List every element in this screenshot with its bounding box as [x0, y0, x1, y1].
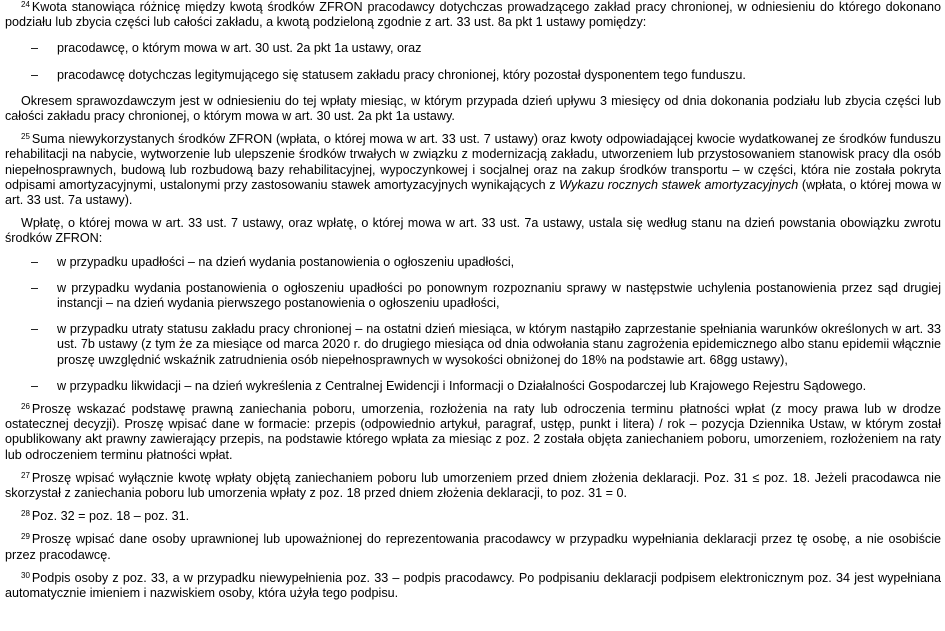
dash-bullet: –: [31, 322, 39, 337]
footnote-text-end: (wpłata, o której mowa w art. 33 ust. 7a ustawy).: [5, 177, 941, 208]
footnote-number: 24: [21, 0, 30, 9]
footnote-26: [5, 402, 941, 463]
list-item: [5, 68, 941, 83]
footnote-number: 29: [21, 532, 30, 542]
list-item-text: w przypadku likwidacji – na dzień wykreślenia z Centralnej Ewidencji i Informacji o Działalności Gospodarczej lub Krajowego Rejestru Sądowego.: [57, 378, 867, 393]
list-item-text: pracodawcę, o którym mowa w art. 30 ust. 2a pkt 1a ustawy, oraz: [57, 41, 422, 56]
list-item: [5, 281, 941, 311]
dash-bullet: –: [31, 378, 39, 393]
footnote-paragraph: Okresem sprawozdawczym jest w odniesieniu do tej wpłaty miesiąc, w którym przypada dzień upływu 3 miesięcy od dnia dokonania podziału lub zbycia części lub całości zakładu pracy chronionej, o którym mowa w art. 30 ust. 2a pkt 1a ustawy.: [5, 93, 941, 124]
dash-bullet: –: [31, 67, 39, 82]
list-item: [5, 322, 941, 368]
footnote-27: [5, 471, 941, 501]
footnote-29: [5, 532, 941, 562]
list-item-text: w przypadku upadłości – na dzień wydania postanowienia o ogłoszeniu upadłości,: [57, 254, 515, 269]
dash-bullet: –: [31, 254, 39, 269]
footnote-24: [5, 0, 941, 30]
footnote-number: 26: [21, 402, 30, 412]
list-item-text: pracodawcę dotychczas legitymującego się statusem zakładu pracy chronionej, który pozostał dysponentem tego funduszu.: [57, 67, 746, 82]
list-item: [5, 379, 941, 394]
footnote-number: 27: [21, 470, 30, 480]
footnote-text: Poz. 32 = poz. 18 – poz. 31.: [31, 509, 190, 524]
footnote-number: 28: [21, 509, 30, 519]
list-item: [5, 255, 941, 270]
footnote-25: [5, 132, 941, 208]
footnote-text: Podpis osoby z poz. 33, a w przypadku niewypełnienia poz. 33 – podpis pracodawcy. Po podpisaniu deklaracji podpisem elektronicznym poz. 34 jest wypełniana automatycznie imieniem i nazwiskiem osoby, która użyła tego podpisu.: [5, 570, 941, 601]
footnote-number: 25: [21, 132, 30, 142]
footnote-text: Proszę wskazać podstawę prawną zaniechania poboru, umorzenia, rozłożenia na raty lub odroczenia terminu płatności wpłat (z mocy prawa lub w drodze ostatecznej decyzji). Proszę wpisać dane w formacie: przepis (odpowiednio artykuł, paragraf, ustęp, punkt i litera) / rok – pozycja Dziennika Ustaw, w którym został opublikowany akt prawny zawierający przepis, na podstawie którego wpłata za miesiąc z poz. 2 została objęta zaniechaniem poboru, umorzeniem, rozłożeniem na raty lub odroczeniem terminu płatności wpłat.: [5, 402, 941, 462]
list-item: [5, 41, 941, 56]
list-item-text: w przypadku utraty statusu zakładu pracy chronionej – na ostatni dzień miesiąca, w którym nastąpiło zaprzestanie spełniania warunków określonych w art. 33 ust. 7b ustawy (z tym że za miesiące od marca 2020 r. do drugiego miesiąca od dnia odwołania stanu zagrożenia epidemicznego albo stanu epidemii włącznie proszę uwzględnić wskaźnik zatrudnienia osób niepełnosprawnych w wysokości obniżonej do 18% na podstawie art. 68gg ustawy),: [57, 322, 941, 367]
dash-bullet: –: [31, 41, 39, 56]
footnote-28: [5, 509, 941, 524]
footnote-number: 30: [21, 570, 30, 580]
list-item-text: w przypadku wydania postanowienia o ogłoszeniu upadłości po ponownym rozpoznaniu sprawy w następstwie uchylenia postanowienia przez sąd drugiej instancji – na dzień wydania pierwszego postanowienia o ogłoszeniu upadłości,: [57, 280, 941, 311]
dash-bullet: –: [31, 280, 39, 295]
footnote-text: Suma niewykorzystanych środków ZFRON (wpłata, o której mowa w art. 33 ust. 7 ustawy) oraz kwoty odpowiadającej kwocie wydatkowanej ze środków funduszu rehabilitacji na nabycie, wytworzenie lub ulepszenie środków trwałych w związku z modernizacją zakładu, utworzeniem lub przystosowaniem stanowisk pracy dla osób niepełnosprawnych, budową lub rozbudową bazy rehabilitacyjnej, wypoczynkowej i socjalnej oraz na zakup środków transportu – w części, która nie została pokryta odpisami amortyzacyjnymi, ustalonymi przy zastosowaniu stawek amortyzacyjnych wynikających z: [5, 132, 941, 192]
footnote-30: [5, 571, 941, 601]
footnote-text: Proszę wpisać dane osoby uprawnionej lub upoważnionej do reprezentowania pracodawcy w przypadku wypełniania deklaracji przez tę osobę, a nie osobiście przez pracodawcę.: [5, 532, 941, 562]
italic-title: Wykazu rocznych stawek amortyzacyjnych: [559, 177, 799, 192]
footnote-paragraph: Wpłatę, o której mowa w art. 33 ust. 7 ustawy, oraz wpłatę, o której mowa w art. 33 ust. 7a ustawy, ustala się według stanu na dzień powstania obowiązku zwrotu środków ZFRON:: [5, 216, 941, 246]
footnote-text: Kwota stanowiąca różnicę między kwotą środków ZFRON pracodawcy dotychczas prowadzącego zakład pracy chronionej, w odniesieniu do którego dokonano podziału lub zbycia części lub całości zakładu, a kwotą podzieloną zgodnie z art. 33 ust. 8a pkt 1 ustawy pomiędzy:: [5, 0, 941, 30]
footnote-text: Proszę wpisać wyłącznie kwotę wpłaty objętą zaniechaniem poboru lub umorzeniem przed dniem złożenia deklaracji. Poz. 31 ≤ poz. 18. Jeżeli pracodawca nie skorzystał z zaniechania poboru lub umorzenia wpłaty z poz. 18 przed dniem złożenia deklaracji, to poz. 31 = 0.: [5, 470, 941, 501]
